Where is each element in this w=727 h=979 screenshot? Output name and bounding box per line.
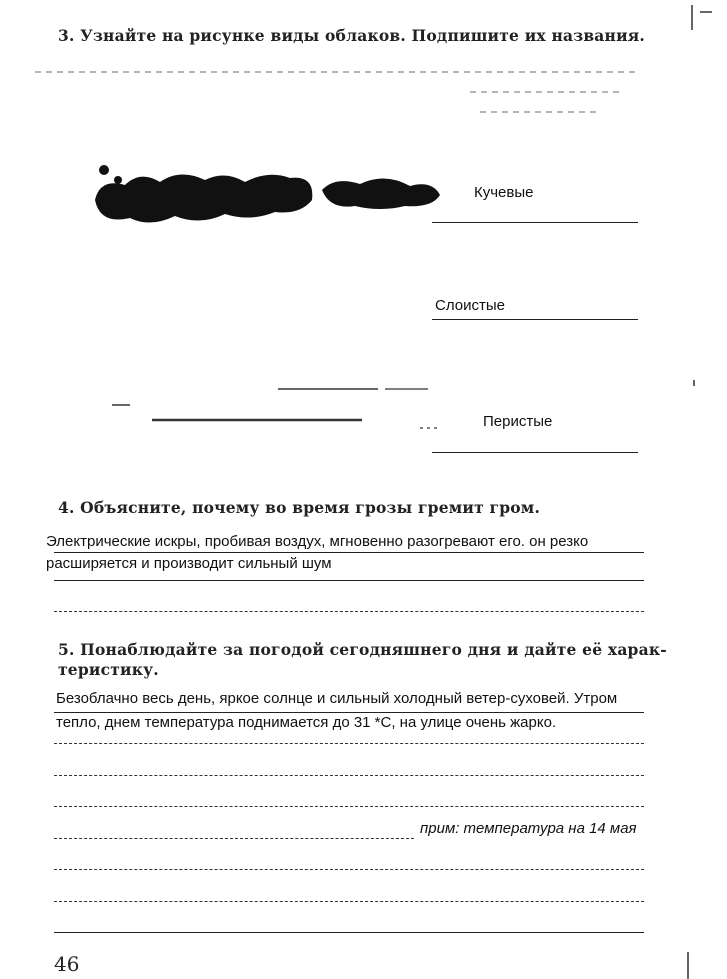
task5-answer-line-1: Безоблачно весь день, яркое солнце и сильный холодный ветер-суховей. Утром [56, 690, 618, 707]
task3-heading: 3. Узнайте на рисунке виды облаков. Подпишите их названия. [58, 26, 646, 45]
task5-heading-line-2: теристику. [58, 660, 159, 679]
cloud-label-stratus: Слоистые [435, 297, 505, 314]
cumulus-cloud-blot [95, 165, 440, 223]
answer-line [54, 611, 644, 612]
task4-answer-line-1: Электрические искры, пробивая воздух, мгновенно разогревают его. он резко [46, 533, 589, 550]
answer-line [54, 901, 644, 902]
task5-heading-line-1: 5. Понаблюдайте за погодой сегодняшнего дня и дайте её харак- [58, 640, 667, 659]
task4-heading: 4. Объясните, почему во время грозы гремит гром. [58, 498, 541, 517]
task5-answer-line-2: тепло, днем температура поднимается до 31 *С, на улице очень жарко. [56, 714, 557, 731]
answer-line [54, 775, 644, 776]
answer-line [54, 838, 414, 839]
answer-line [54, 552, 644, 553]
cloud-label-cumulus: Кучевые [474, 184, 534, 201]
answer-line [54, 712, 644, 713]
answer-line [54, 869, 644, 870]
answer-line [432, 452, 638, 453]
task5-note: прим: температура на 14 мая [420, 820, 637, 837]
answer-line [54, 932, 644, 933]
task4-answer-line-2: расширяется и производит сильный шум [46, 555, 332, 572]
page-number: 46 [54, 952, 80, 976]
cloud-label-cirrus: Перистые [483, 413, 553, 430]
answer-line [432, 319, 638, 320]
answer-line [54, 580, 644, 581]
answer-line [54, 743, 644, 744]
answer-line [432, 222, 638, 223]
answer-line [54, 806, 644, 807]
stratus-lines [112, 389, 440, 428]
